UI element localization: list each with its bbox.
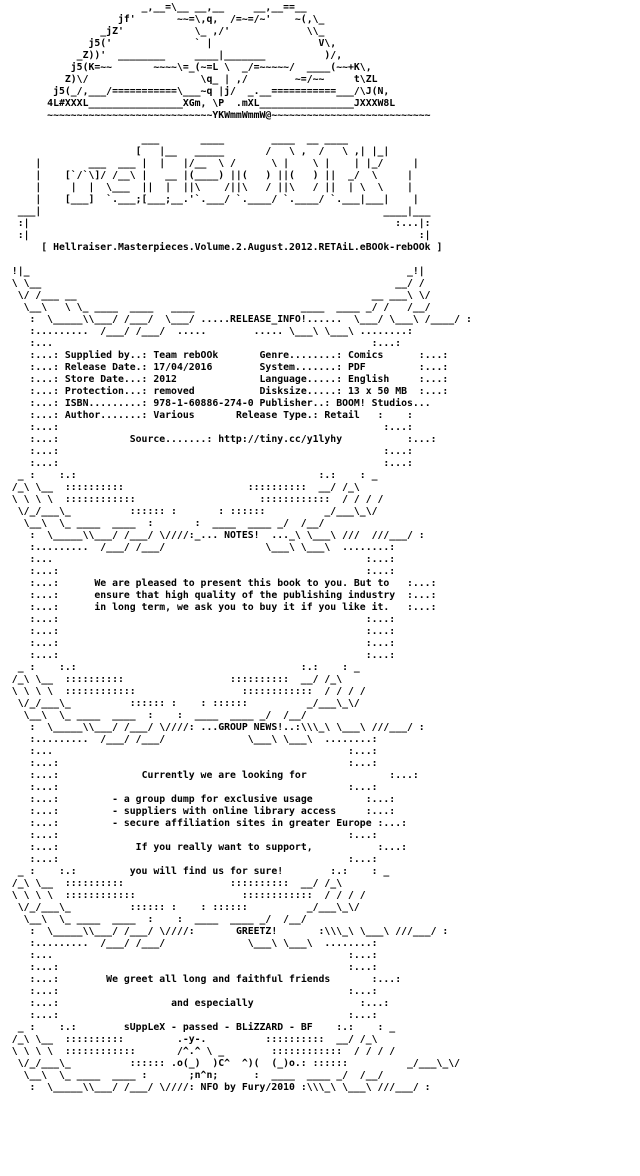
group-news-intro-line: :...: Currently we are looking for :...: [0, 770, 419, 781]
art-line: \ \ \ \ :::::::::::: :::::::::::: / / / / [0, 890, 366, 901]
art-line: \__\ \_ ____ ____ : : ____ ____ _/ /__/ [0, 710, 307, 721]
info-row: :...: ISBN.........: 978-1-60886-274-0 Publisher..: BOOM! Studios... [0, 398, 431, 409]
art-line: \ \ \ \ :::::::::::: :::::::::::: / / / / [0, 494, 384, 505]
art-line: :...: :...: [0, 758, 378, 769]
notes-line: ensure that high quality of the publishing industry [94, 590, 396, 601]
supplied-by-value: Team rebOOk [153, 350, 219, 361]
group-news-item: :...: - a group dump for exclusive usage :...: [0, 794, 396, 805]
art-line: j5(_/,___/===========\___~q |j/ _.__===========___/\J(N, [0, 86, 390, 97]
info-row: :...: Release Date.: 17/04/2016 System.......: PDF :...: [0, 362, 449, 373]
art-line: :...: :...: [0, 638, 396, 649]
genre-value: Comics [348, 350, 384, 361]
art-line: _jZ' \_ ,/' \\_ [0, 26, 325, 37]
art-line: :...: :...: [0, 650, 396, 661]
art-line: :...: :...: [0, 446, 413, 457]
author-value: Various [153, 410, 195, 421]
art-line: ~~~~~~~~~~~~~~~~~~~~~~~~~~~~YKWmmWmmW@~~~~~~~~~~~~~~~~~~~~~~~~~~~ [0, 110, 431, 121]
art-line: /_\ \__ :::::::::: :::::::::: __/ /_\ [0, 482, 360, 493]
art-line [0, 254, 640, 266]
nfo-text-document [0, 2, 640, 1176]
release-type-value: Retail [324, 410, 360, 421]
art-line: :| :...|: [0, 218, 431, 229]
language-value: English [348, 374, 390, 385]
group-news-find-line: _ : :.: you will find us for sure! :.: : _ [0, 866, 390, 877]
release-name-line [0, 242, 640, 254]
publisher-value: BOOM! Studios [336, 398, 413, 409]
art-line: | [___] `.___;[___;__.'`.___/ `.____/ `.____/ `.___|___| | [0, 194, 419, 205]
art-line: :...: :...: [0, 854, 378, 865]
source-value: http://tiny.cc/y1lyhy [218, 434, 343, 445]
notes-heading-line: : \_____\\___/ /___/ \////:_... NOTES! ..._\ \___\ /// ///___/ : [0, 530, 425, 541]
art-line: :... :...: [0, 338, 402, 349]
release-date-value: 17/04/2016 [153, 362, 213, 373]
footer-credit: NFO by Fury/2010 [200, 1082, 295, 1093]
isbn-value: 978-1-60886-274-0 [153, 398, 254, 409]
art-line: /_\ \__ :::::::::: :::::::::: __/ /_\ [0, 878, 343, 889]
footer-line: : \_____\\___/ /___/ \////: NFO by Fury/2010 :\\\_\ \___\ ///___/ : [0, 1082, 431, 1093]
group-news-find-us: you will find us for sure! [129, 866, 284, 877]
art-line: \/_/___\_ :::::: .o(_) )C^ ^)( (_)o.: :::::: _/___\_\/ [0, 1058, 461, 1069]
art-line: j5(' ` | V\, [0, 38, 337, 49]
art-line: \__\ \ \_ ____ ____ ____ ____ ____ _/ / /__/ [0, 302, 431, 313]
source-row: :...: Source.......: http://tiny.cc/y1lyhy :...: [0, 434, 437, 445]
notes-line: We are pleased to present this book to you. But to [94, 578, 390, 589]
greetz-heading: GREETZ! [235, 926, 278, 937]
group-news-item: :...: - secure affiliation sites in greater Europe :...: [0, 818, 407, 829]
notes-text: :...: ensure that high quality of the publishing industry :...: [0, 590, 437, 601]
art-line: ___| ____|___ [0, 206, 431, 217]
greetz-line: _ : :.: sUppLeX - passed - BLiZZARD - BF :.: : _ [0, 1022, 396, 1033]
store-date-value: 2012 [153, 374, 177, 385]
art-line: \__\ \_ ____ ____ : : ____ ____ _/ /__/ [0, 914, 307, 925]
art-line: :...: :...: [0, 626, 396, 637]
art-line: :... :...: [0, 950, 378, 961]
art-line: :...: :...: [0, 830, 378, 841]
art-line: \ \ \ \ :::::::::::: :::::::::::: / / / / [0, 686, 366, 697]
system-value: PDF [348, 362, 366, 373]
art-line: :...: :...: [0, 614, 396, 625]
group-news-item-text: - a group dump for exclusive usage [112, 794, 313, 805]
art-line: _ : :.: :.: : _ [0, 662, 360, 673]
art-line: :... :...: [0, 746, 378, 757]
group-news-heading-line: : \_____\\___/ /___/ \////: ...GROUP NEWS!..:\\\_\ \___\ ///___/ : [0, 722, 425, 733]
art-line: \__\ \_ ____ ____ : : ____ ____ _/ /__/ [0, 518, 325, 529]
release-name: [ Hellraiser.Masterpieces.Volume.2.August.2012.RETAiL.eBOOk-rebOOk ] [41, 242, 443, 253]
art-line: \/ /___ __ __ ___\ \/ [0, 290, 431, 301]
art-line: \/_/___\_ :::::: : : :::::: _/___\_\/ [0, 506, 378, 517]
greetz-line: :...: We greet all long and faithful friends :...: [0, 974, 402, 985]
art-line [0, 122, 640, 134]
art-line: /_\ \__ :::::::::: :::::::::: __/ /_\ [0, 674, 343, 685]
art-line: _Z))' ________ ____|_______ )/, [0, 50, 343, 61]
art-line: \ \__ __/ / [0, 278, 425, 289]
art-line: :...: :...: [0, 782, 378, 793]
group-news-intro: Currently we are looking for [141, 770, 307, 781]
info-row: :...: Author.......: Various Release Type.: Retail : : [0, 410, 413, 421]
greetz-text: and especially [171, 998, 254, 1009]
art-line: | [`/`\]/ /__\ | __ |(____) ||( ) ||( ) || _/ \ | [0, 170, 413, 181]
art-line: ___ ____ ____ __ ____ [0, 134, 348, 145]
greetz-heading-line: : \_____\\___/ /___/ \////: GREETZ! :\\\_\ \___\ ///___/ : [0, 926, 449, 937]
art-line: _ : :.: :.: : _ [0, 470, 378, 481]
art-line: :...: :...: [0, 962, 378, 973]
art-line: :......... /___/ /___/ \___\ \___\ ........: [0, 542, 396, 553]
greetz-text: sUppLeX - passed - BLiZZARD - BF [123, 1022, 313, 1033]
info-row: :...: Protection...: removed Disksize.....: 13 x 50 MB :...: [0, 386, 449, 397]
greetz-text: We greet all long and faithful friends [106, 974, 331, 985]
notes-line: in long term, we ask you to buy it if you like it. [94, 602, 390, 613]
art-line: \/_/___\_ :::::: : : :::::: _/___\_\/ [0, 902, 360, 913]
art-line: | ___ ___ | | |/__ \ / \ | \ | | |_/ | [0, 158, 419, 169]
art-line: !|_ _!| [0, 266, 425, 277]
art-line: : \_____\\___/ /___/ \___/ .....RELEASE_INFO!...... \___/ \___\ /____/ : [0, 314, 472, 325]
art-line: | | | \___ || | ||\ /||\ / ||\ / || | \ \ | [0, 182, 413, 193]
group-news-item-text: - suppliers with online library access [112, 806, 337, 817]
greetz-line: :...: and especially :...: [0, 998, 390, 1009]
group-news-support: If you really want to support, [135, 842, 313, 853]
art-line: :...: :...: [0, 422, 413, 433]
art-line: :......... /___/ /___/ \___\ \___\ ........: [0, 938, 378, 949]
art-line: :...: :...: [0, 458, 413, 469]
art-line: :......... /___/ /___/ \___\ \___\ ........: [0, 734, 378, 745]
art-line: j5(K=~~ ~~~~\=_(~=L \ _/=~~~~~/ ____(~~+K\, [0, 62, 372, 73]
info-row: :...: Store Date...: 2012 Language.....: English :...: [0, 374, 449, 385]
art-line: :...: :...: [0, 986, 378, 997]
art-line: _,__=\__ __,__ __,__==__ [0, 2, 307, 13]
art-line: [ |__ _____ / \ , / \ ,| |_| [0, 146, 390, 157]
notes-text: :...: We are pleased to present this book to you. But to :...: [0, 578, 437, 589]
group-news-item-text: - secure affiliation sites in greater Europe [112, 818, 372, 829]
art-line: /_\ \__ :::::::::: .-y-. :::::::::: __/ /_\ [0, 1034, 378, 1045]
group-news-support-line: :...: If you really want to support, :...: [0, 842, 407, 853]
art-line: :......... /___/ /___/ ..... ..... \___\ \___\ ........: [0, 326, 413, 337]
art-line: :...: :...: [0, 566, 396, 577]
art-line: :| :| [0, 230, 431, 241]
notes-text: :...: in long term, we ask you to buy it if you like it. :...: [0, 602, 437, 613]
art-line: \__\ \_ ____ ____ : ;n^n; : ____ ____ _/ /__/ [0, 1070, 384, 1081]
group-news-item: :...: - suppliers with online library access :...: [0, 806, 396, 817]
group-news-heading: GROUP NEWS! [218, 722, 284, 733]
art-line: \ \ \ \ :::::::::::: /^.^ \ _ :::::::::::: / / / / [0, 1046, 396, 1057]
art-line: jf' ~~=\,q, /=~=/~' ~(,\_ [0, 14, 325, 25]
art-line: :... :...: [0, 554, 396, 565]
art-line: Z)\/ \q_ | ,/ ~=/~~ t\ZL [0, 74, 378, 85]
notes-heading: NOTES! [224, 530, 260, 541]
info-row: :...: Supplied by..: Team rebOOk Genre........: Comics :...: [0, 350, 449, 361]
release-info-heading: RELEASE_INFO! [230, 314, 307, 325]
protection-value: removed [153, 386, 195, 397]
art-line: \/_/___\_ :::::: : : :::::: _/___\_\/ [0, 698, 360, 709]
art-line: :...: :...: [0, 1010, 378, 1021]
disksize-value: 13 x 50 MB [348, 386, 407, 397]
art-line: 4L#XXXL________________XGm, \P .mXL________________JXXXW8L [0, 98, 396, 109]
